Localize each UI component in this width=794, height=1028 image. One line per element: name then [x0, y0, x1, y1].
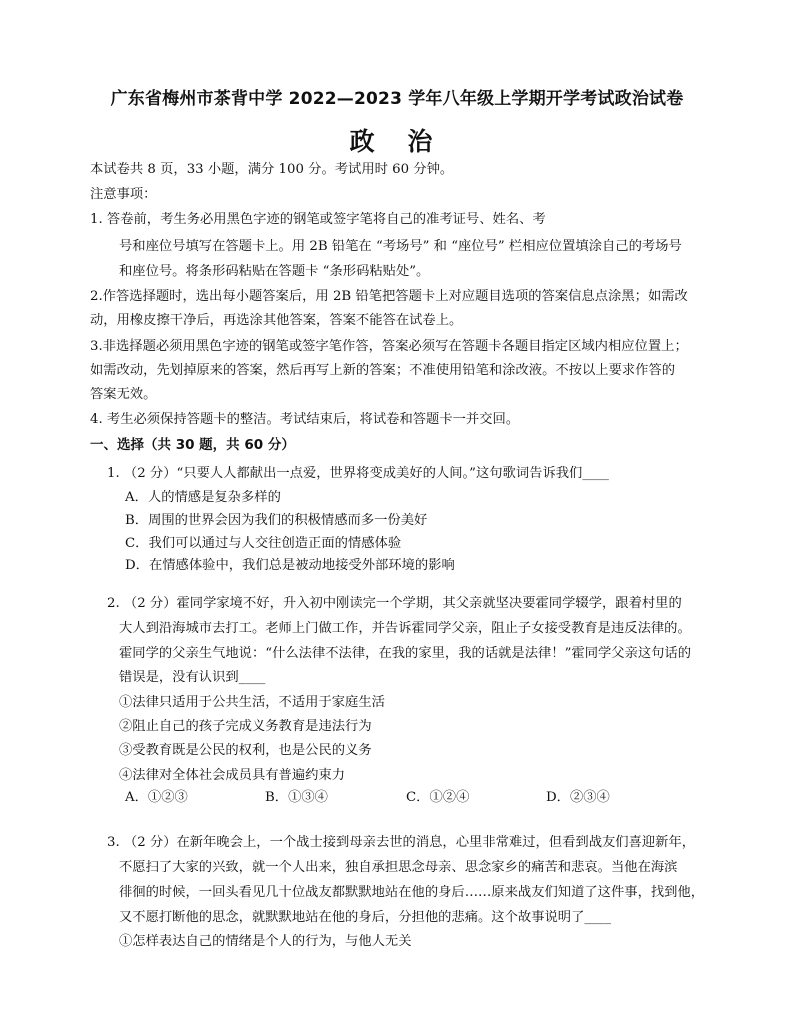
- option-c: C．①②④: [406, 790, 470, 805]
- note-line: 号和座位号填写在答题卡上。用 2B 铅笔在 “考场号” 和 “座位号” 栏相应位置填涂自己的考场号: [119, 239, 682, 254]
- option-a: A．人的情感是复杂多样的: [125, 490, 281, 505]
- statement: ④法律对全体社会成员具有普遍约束力: [119, 768, 346, 783]
- option-a: A．①②③: [125, 790, 188, 805]
- question-stem: 错误是，没有认识到____: [119, 670, 266, 685]
- note-line: 4. 考生必须保持答题卡的整洁。考试结束后，将试卷和答题卡一并交回。: [90, 412, 520, 427]
- statement: ③受教育既是公民的权利，也是公民的义务: [119, 743, 372, 758]
- question-stem: 1. （2 分）“只要人人都献出一点爱，世界将变成美好的人间。”这句歌词告诉我们____: [107, 466, 609, 481]
- exam-summary: 本试卷共 8 页，33 小题，满分 100 分。考试用时 60 分钟。: [90, 162, 454, 177]
- question-stem: 2. （2 分）霍同学家境不好，升入初中刚读完一个学期，其父亲就坚决要霍同学辍学，跟着村里的: [107, 596, 682, 611]
- question-stem: 徘徊的时候，一回头看见几十位战友都默默地站在他的身后……原来战友们知道了这件事，找到他，: [119, 885, 705, 900]
- note-line: 和座位号。将条形码粘贴在答题卡 “条形码粘贴处”。: [119, 264, 430, 279]
- note-line: 答案无效。: [90, 387, 157, 402]
- exam-title: 广东省梅州市茶背中学 2022—2023 学年八年级上学期开学考试政治试卷: [110, 89, 684, 109]
- option-b: B．周围的世界会因为我们的积极情感而多一份美好: [125, 513, 428, 528]
- question-stem: 不愿扫了大家的兴致，就一个人出来，独自承担思念母亲、思念家乡的痛苦和悲哀。当他在海滨: [119, 860, 678, 875]
- option-d: D．②③④: [546, 790, 610, 805]
- question-stem: 大人到沿海城市去打工。老师上门做工作，并告诉霍同学父亲，阻止子女接受教育是违反法律的。: [119, 621, 691, 636]
- question-stem: 3. （2 分）在新年晚会上，一个战士接到母亲去世的消息，心里非常难过，但看到战友们喜迎新年，: [107, 835, 696, 850]
- note-line: 2.作答选择题时，选出每小题答案后，用 2B 铅笔把答题卡上对应题目选项的答案信息点涂黑；如需改: [90, 289, 688, 304]
- note-line: 动，用橡皮擦干净后，再选涂其他答案，答案不能答在试卷上。: [90, 313, 463, 328]
- option-d: D．在情感体验中，我们总是被动地接受外部环境的影响: [125, 558, 455, 573]
- question-stem: 霍同学的父亲生气地说：“什么法律不法律，在我的家里，我的话就是法律！”霍同学父亲这句话的: [119, 646, 692, 661]
- notice-heading: 注意事项：: [90, 187, 157, 202]
- option-c: C．我们可以通过与人交往创造正面的情感体验: [125, 536, 402, 551]
- subject-title: 政 治: [349, 127, 445, 156]
- statement: ②阻止自己的孩子完成义务教育是违法行为: [119, 719, 372, 734]
- note-line: 如需改动，先划掉原来的答案，然后再写上新的答案；不准使用铅笔和涂改液。不按以上要求作答的: [90, 363, 676, 378]
- note-line: 1. 答卷前，考生务必用黑色字迹的钢笔或签字笔将自己的准考证号、姓名、考: [90, 212, 546, 227]
- statement: ①怎样表达自己的情绪是个人的行为，与他人无关: [119, 934, 412, 949]
- statement: ①法律只适用于公共生活，不适用于家庭生活: [119, 695, 385, 710]
- option-b: B．①③④: [265, 790, 328, 805]
- question-stem: 又不愿打断他的思念，就默默地站在他的身后，分担他的悲痛。这个故事说明了____: [119, 910, 611, 925]
- section-heading: 一、选择（共 30 题，共 60 分）: [90, 437, 295, 453]
- options-row: [0, 789, 794, 809]
- note-line: 3.非选择题必须用黑色字迹的钢笔或签字笔作答，答案必须写在答题卡各题目指定区域内相应位置上；: [90, 339, 688, 354]
